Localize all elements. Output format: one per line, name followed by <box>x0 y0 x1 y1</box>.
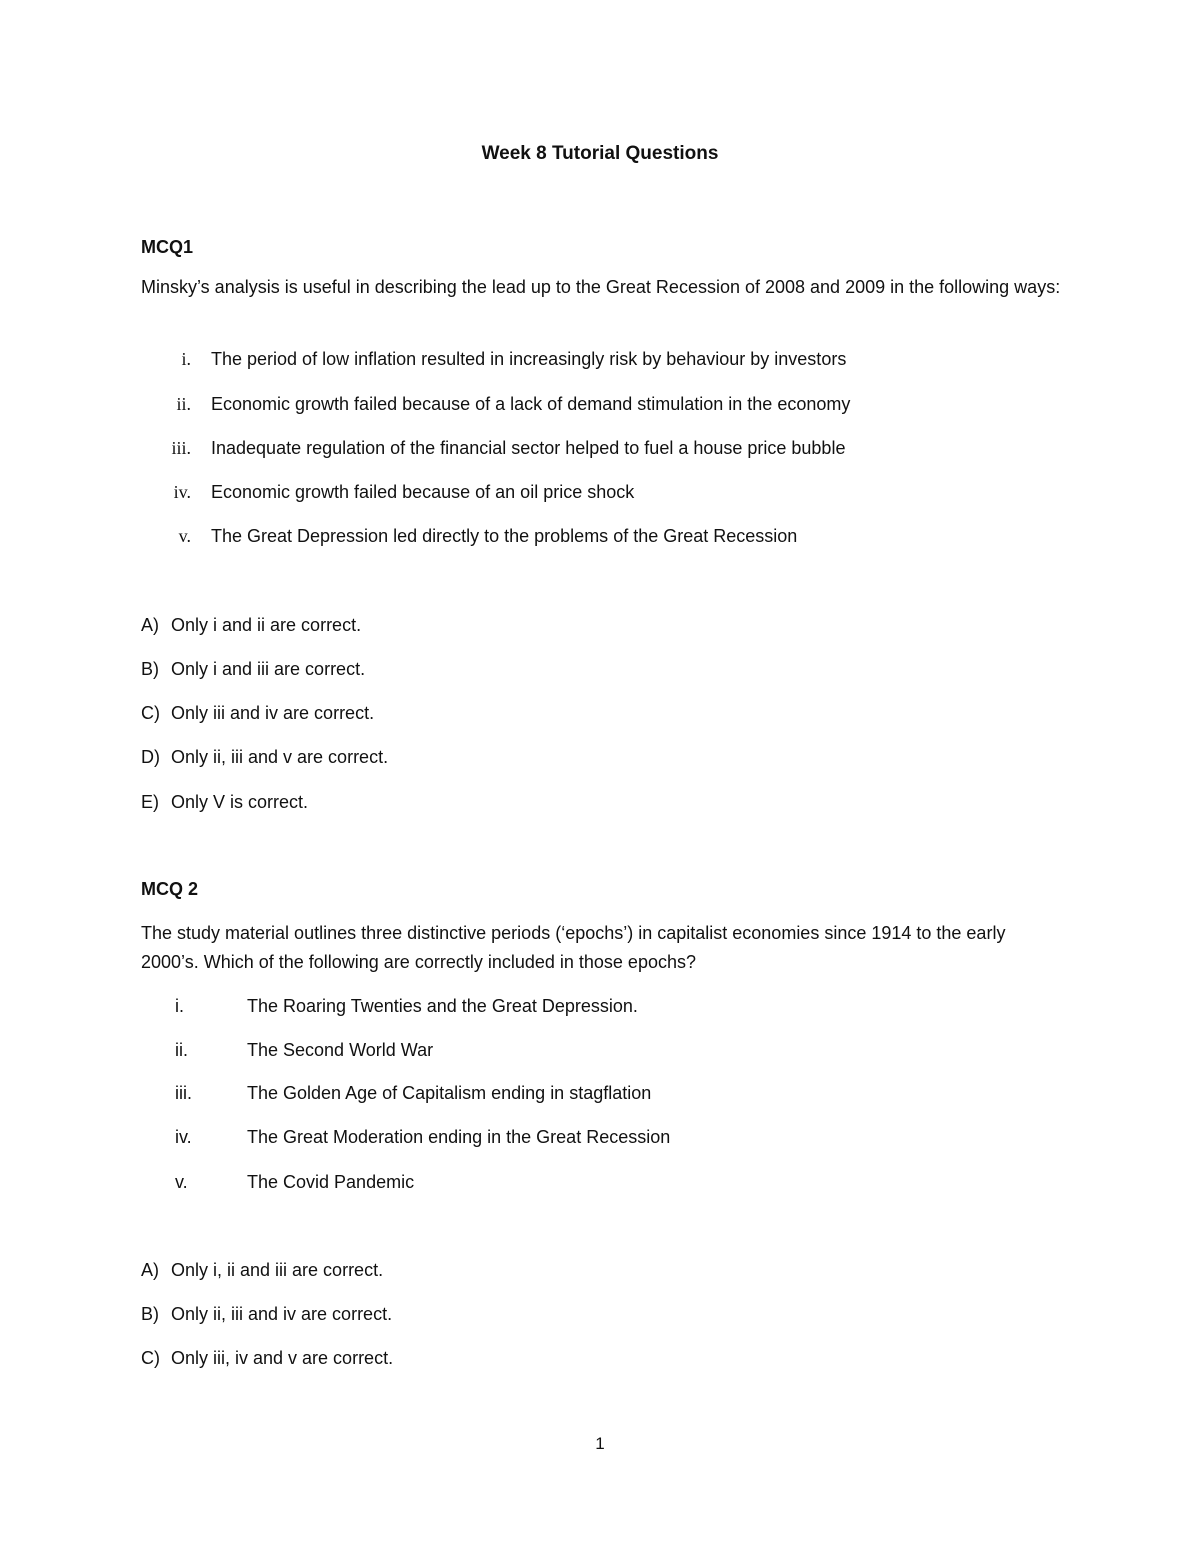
mcq1-heading: MCQ1 <box>141 237 194 257</box>
item-text: The Great Depression led directly to the problems of the Great Recession <box>211 526 798 546</box>
option-text: Only V is correct. <box>171 792 309 812</box>
item-text: The Golden Age of Capitalism ending in stagflation <box>247 1083 652 1103</box>
item-text: The Great Moderation ending in the Great Recession <box>247 1127 671 1147</box>
option-text: Only i, ii and iii are correct. <box>171 1260 384 1280</box>
document-title: Week 8 Tutorial Questions <box>481 143 719 164</box>
item-text: The Covid Pandemic <box>247 1172 415 1192</box>
item-number: v. <box>178 526 191 546</box>
item-text: Inadequate regulation of the financial sector helped to fuel a house price bubble <box>211 438 846 458</box>
page-number: 1 <box>595 1434 605 1453</box>
option-letter: A) <box>141 1260 159 1280</box>
option-letter: E) <box>141 792 159 812</box>
option-text: Only i and iii are correct. <box>171 659 366 679</box>
option-letter: C) <box>141 1348 160 1368</box>
option-letter: A) <box>141 615 159 635</box>
item-text: Economic growth failed because of a lack of demand stimulation in the economy <box>211 394 851 414</box>
option-text: Only iii and iv are correct. <box>171 703 375 723</box>
mcq2-heading: MCQ 2 <box>141 879 199 899</box>
option-letter: C) <box>141 703 160 723</box>
option-text: Only ii, iii and v are correct. <box>171 747 389 767</box>
mcq1-question: Minsky’s analysis is useful in describing the lead up to the Great Recession of 2008 and 2009 in the following ways: <box>141 277 1061 297</box>
item-text: The Second World War <box>247 1040 434 1060</box>
option-letter: B) <box>141 1304 159 1324</box>
option-letter: B) <box>141 659 159 679</box>
item-text: Economic growth failed because of an oil price shock <box>211 482 635 502</box>
item-number: ii. <box>175 1040 188 1060</box>
option-letter: D) <box>141 747 160 767</box>
item-number: iv. <box>173 482 191 502</box>
item-number: iii. <box>175 1083 192 1103</box>
item-number: i. <box>181 349 191 369</box>
mcq2-question: The study material outlines three distinctive periods (‘epochs’) in capitalist economies since 1914 to the early 2000’s. Which of the following are correctly included in those epochs? <box>141 923 1006 972</box>
item-number: ii. <box>176 394 191 414</box>
item-number: v. <box>175 1172 188 1192</box>
item-text: The Roaring Twenties and the Great Depression. <box>247 996 638 1016</box>
item-number: i. <box>175 996 184 1016</box>
option-text: Only ii, iii and iv are correct. <box>171 1304 393 1324</box>
option-text: Only iii, iv and v are correct. <box>171 1348 394 1368</box>
item-number: iii. <box>171 438 191 458</box>
option-text: Only i and ii are correct. <box>171 615 362 635</box>
item-text: The period of low inflation resulted in increasingly risk by behaviour by investors <box>211 349 847 369</box>
item-number: iv. <box>175 1127 192 1147</box>
